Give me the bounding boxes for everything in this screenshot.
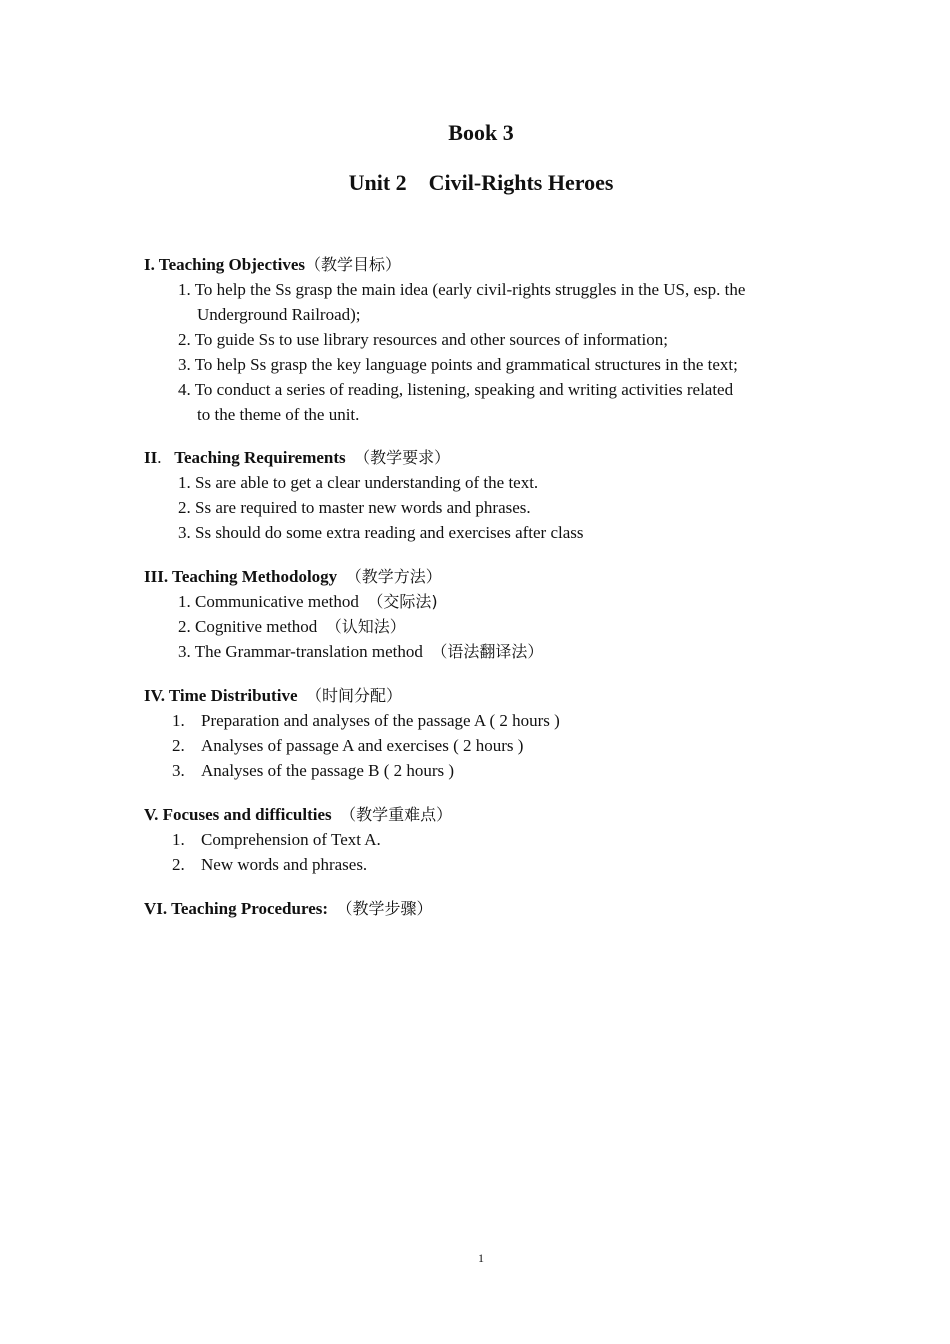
list-item: 3. To help Ss grasp the key language points and grammatical structures in the text; xyxy=(178,355,738,374)
list-item: 3. Ss should do some extra reading and exercises after class xyxy=(178,523,584,542)
section-heading: IV. Time Distributive （时间分配） xyxy=(144,686,403,705)
list-item: 2. Cognitive method （认知法） xyxy=(178,617,406,636)
list-item: 1. Ss are able to get a clear understanding of the text. xyxy=(178,473,539,492)
section-heading: II. Teaching Requirements （教学要求） xyxy=(144,448,451,467)
section-heading: III. Teaching Methodology （教学方法） xyxy=(144,567,442,586)
list-item: 1. To help the Ss grasp the main idea (early civil-rights struggles in the US, esp. the Underground Railroad); xyxy=(178,280,746,324)
section-heading: V. Focuses and difficulties （教学重难点） xyxy=(144,805,453,824)
list-item: 2. New words and phrases. xyxy=(172,855,368,874)
list-item: 2. Analyses of passage A and exercises ( 2 hours ) xyxy=(172,736,524,755)
list-item: 3. Analyses of the passage B ( 2 hours ) xyxy=(172,761,455,780)
unit-title: Unit 2 Civil-Rights Heroes xyxy=(348,170,614,195)
list-item: 4. To conduct a series of reading, listening, speaking and writing activities related to the theme of the unit. xyxy=(178,380,734,424)
section-heading: I. Teaching Objectives（教学目标） xyxy=(144,255,402,274)
section-teaching-objectives xyxy=(144,252,864,427)
section-focuses-and-difficulties xyxy=(144,802,864,877)
list-item: 3. The Grammar-translation method （语法翻译法） xyxy=(178,642,544,661)
section-teaching-methodology xyxy=(144,564,864,664)
section-time-distributive xyxy=(144,683,864,783)
book-title: Book 3 xyxy=(448,120,514,145)
list-item: 1. Preparation and analyses of the passage A ( 2 hours ) xyxy=(172,711,560,730)
section-teaching-procedures xyxy=(144,896,864,921)
list-item: 1. Communicative method （交际法) xyxy=(178,592,438,611)
list-item: 1. Comprehension of Text A. xyxy=(172,830,381,849)
section-teaching-requirements xyxy=(144,445,864,545)
list-item: 2. Ss are required to master new words and phrases. xyxy=(178,498,531,517)
list-item: 2. To guide Ss to use library resources and other sources of information; xyxy=(178,330,668,349)
section-heading: VI. Teaching Procedures: （教学步骤） xyxy=(144,899,433,918)
page-number: 1 xyxy=(478,1251,484,1265)
